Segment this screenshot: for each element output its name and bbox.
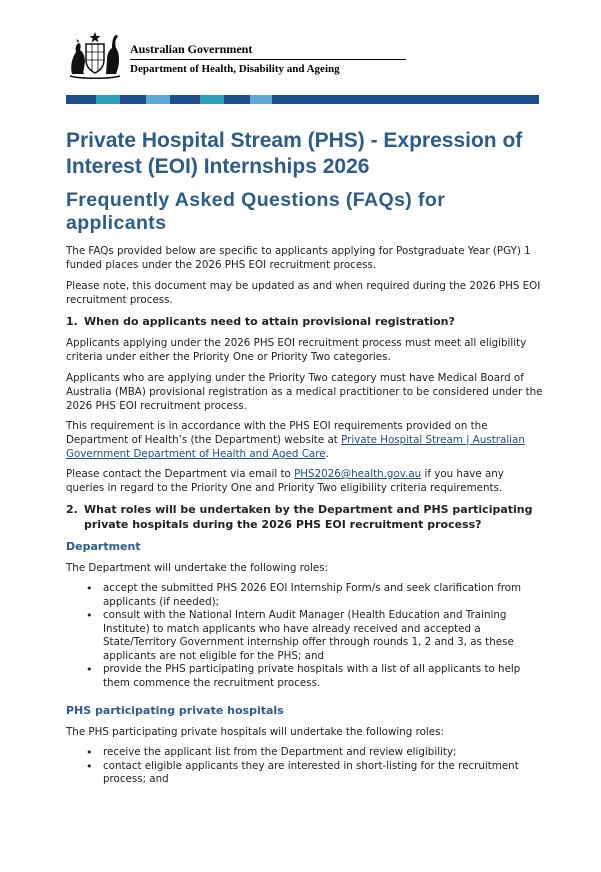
band-segment xyxy=(224,95,250,104)
question-text: What roles will be undertaken by the Department and PHS participating private hospitals during the 2026 PHS EOI recruitment process? xyxy=(84,503,533,531)
hospitals-roles-intro: The PHS participating private hospitals will undertake the following roles: xyxy=(66,726,444,738)
department-roles-intro: The Department will undertake the following roles: xyxy=(66,562,329,574)
q1-paragraph-requirements xyxy=(66,419,544,461)
band-segment xyxy=(200,95,224,104)
list-item: • consult with the National Intern Audit Manager (Health Education and Training Institute) to match applicants who have already received and accepted a State/Territory Government internship offer through rounds 1, 2 and 3, as these applicants are not eligible for the PHS; and xyxy=(66,609,544,663)
question-text: When do applicants need to attain provisional registration? xyxy=(84,315,455,328)
header-colour-band xyxy=(66,95,539,104)
government-name: Australian Government xyxy=(130,42,253,56)
band-segment xyxy=(96,95,120,104)
q1-requirements-text: This requirement is in accordance with the PHS EOI requirements provided on the Department of Health’s (the Department) website at xyxy=(66,420,488,446)
contact-email-link[interactable]: PHS2026@health.gov.au xyxy=(294,468,422,480)
intro-note-paragraph: Please note, this document may be updated as and when required during the 2026 PHS EOI recruitment process. xyxy=(66,280,541,306)
phs-website-link[interactable]: Private Hospital Stream | Australian Government Department of Health and Aged Care xyxy=(66,434,525,460)
question-1-heading xyxy=(66,314,544,329)
list-item: • contact eligible applicants they are interested in short-listing for the recruitment process; and xyxy=(66,760,544,787)
list-item: • accept the submitted PHS 2026 EOI Internship Form/s and seek clarification from applicants (if needed); xyxy=(66,582,544,609)
list-item: • receive the applicant list from the Department and review eligibility; xyxy=(66,746,544,760)
government-logo-header xyxy=(66,30,346,82)
department-subheading: Department xyxy=(66,540,141,553)
band-segment xyxy=(170,95,200,104)
question-number: 1. xyxy=(66,315,78,328)
band-segment xyxy=(250,95,272,104)
q1-paragraph-eligibility: Applicants applying under the 2026 PHS EOI recruitment process must meet all eligibility criteria under either the Priority One or Priority Two categories. xyxy=(66,337,527,363)
document-title: Private Hospital Stream (PHS) - Expression of Interest (EOI) Internships 2026 xyxy=(66,129,523,178)
list-item: • provide the PHS participating private hospitals with a list of all applicants to help them commence the recruitment process. xyxy=(66,663,544,690)
band-segment xyxy=(272,95,539,104)
q1-contact-end: if you have any queries in regard to the Priority One and Priority Two eligibility criteria requirements. xyxy=(66,468,504,494)
q1-paragraph-registration: Applicants who are applying under the Priority Two category must have Medical Board of Australia (MBA) provisional registration as a medical practitioner to be considered under the 2026 PHS EOI recruitment process. xyxy=(66,372,543,412)
band-segment xyxy=(120,95,146,104)
intro-paragraph: The FAQs provided below are specific to applicants applying for Postgraduate Year (PGY) 1 funded places under the 2026 PHS EOI recruitment process. xyxy=(66,245,531,271)
question-2-heading xyxy=(66,502,544,532)
coat-of-arms-icon xyxy=(66,30,124,80)
band-segment xyxy=(146,95,170,104)
q1-requirements-end: . xyxy=(325,448,329,460)
hospitals-subheading: PHS participating private hospitals xyxy=(66,704,284,717)
q1-contact-text: Please contact the Department via email to xyxy=(66,468,295,480)
department-name: Department of Health, Disability and Ageing xyxy=(130,63,340,75)
q1-paragraph-contact xyxy=(66,467,544,495)
header-divider xyxy=(130,59,406,60)
department-roles-list xyxy=(66,582,544,690)
band-segment xyxy=(66,95,96,104)
document-subtitle: Frequently Asked Questions (FAQs) for applicants xyxy=(66,189,446,234)
hospitals-roles-list xyxy=(66,746,544,787)
question-number: 2. xyxy=(66,503,78,516)
